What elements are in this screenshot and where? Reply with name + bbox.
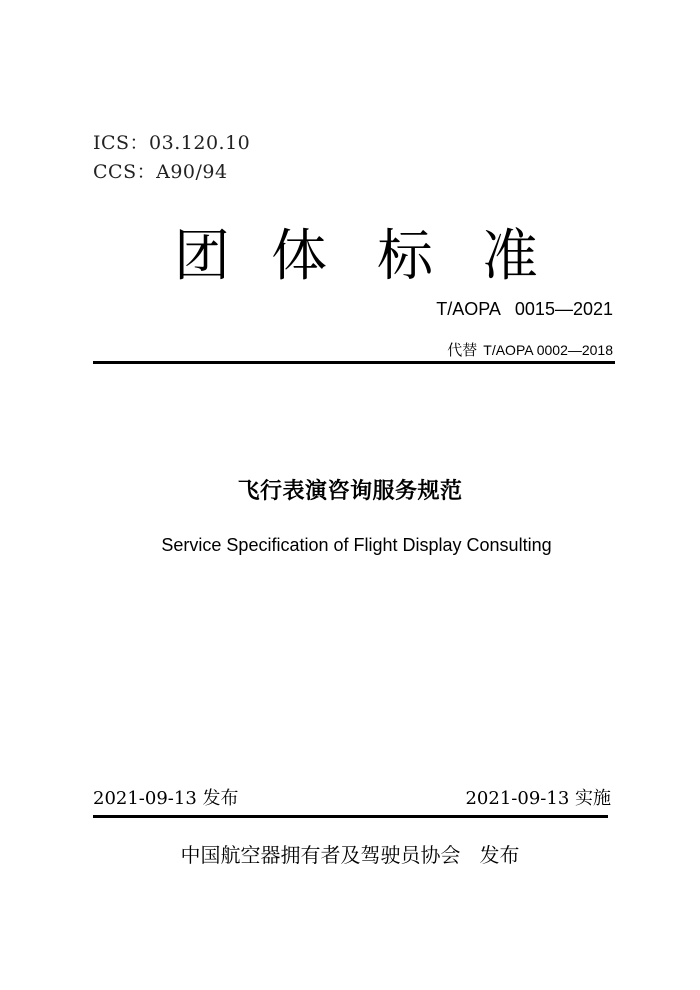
- replaces-label: 代替: [447, 342, 478, 359]
- ics-code: ICS：03.120.10: [93, 132, 251, 154]
- document-title-cn: 飞行表演咨询服务规范: [237, 478, 463, 504]
- standard-type-char: 团: [174, 224, 230, 289]
- standard-type-char: 准: [482, 224, 538, 289]
- document-title-en: Service Specification of Flight Display Consulting: [161, 535, 552, 555]
- ccs-code: CCS：A90/94: [93, 161, 228, 183]
- standard-type-heading: [0, 222, 700, 292]
- replaced-standard-number: T/AOPA 0002—2018: [483, 342, 613, 358]
- standard-type-char: 体: [271, 224, 327, 289]
- standard-number: T/AOPA 0015—2021: [436, 299, 613, 319]
- standard-type-char: 标: [377, 224, 433, 289]
- top-divider: [93, 361, 615, 364]
- replaces-note: [447, 339, 613, 360]
- publisher-line: 中国航空器拥有者及驾驶员协会 发布: [180, 843, 520, 867]
- implementation-date: 2021-09-13 实施: [465, 788, 611, 809]
- bottom-divider: [93, 815, 608, 818]
- issue-date: 2021-09-13 发布: [93, 788, 239, 809]
